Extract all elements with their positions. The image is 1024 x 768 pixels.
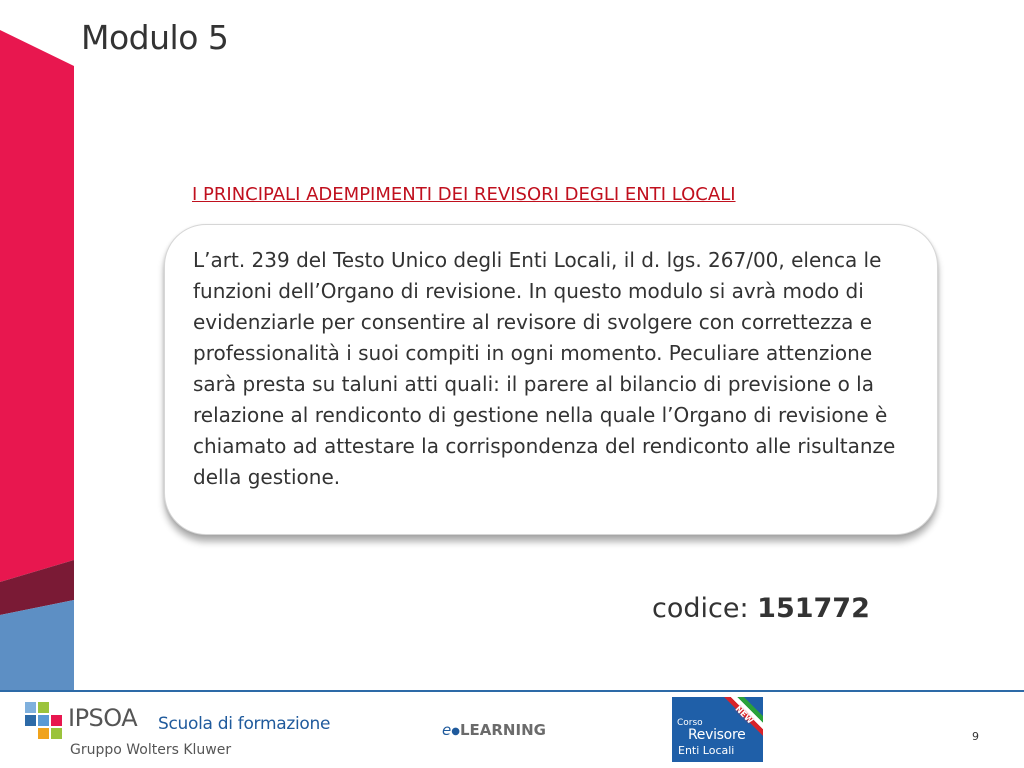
description-card xyxy=(164,224,938,535)
course-badge xyxy=(672,697,763,762)
new-ribbon: NEW xyxy=(721,697,763,738)
course-code-value: 151772 xyxy=(757,593,870,624)
footer xyxy=(0,692,1024,768)
side-decoration xyxy=(0,0,74,690)
page-number: 9 xyxy=(972,730,979,743)
wolters-kluwer-logo-icon xyxy=(25,702,62,739)
brand-name: IPSOA xyxy=(68,704,138,732)
description-text: L’art. 239 del Testo Unico degli Enti Locali, il d. lgs. 267/00, elenca le funzioni dell’Organo di revisione. In questo modulo si avrà modo di evidenziarle per consentire al revisore di svolgere con correttezza e professionalità i suoi compiti in ogni momento. Peculiare attenzione sarà presta su taluni atti quali: il parere al bilancio di previsione o la relazione al rendiconto di gestione nella quale l’Organo di revisione è chiamato ad attestare la corrispondenza del rendiconto alle risultanze della gestione. xyxy=(193,248,896,489)
brand-subtitle: Scuola di formazione xyxy=(158,714,331,734)
badge-line-1: Corso xyxy=(677,718,703,728)
course-code-label: codice: xyxy=(652,593,749,624)
brand-group: Gruppo Wolters Kluwer xyxy=(70,742,232,758)
elearning-logo: e●LEARNING xyxy=(442,721,546,739)
section-heading: I PRINCIPALI ADEMPIMENTI DEI REVISORI DEGLI ENTI LOCALI xyxy=(192,184,736,205)
module-title: Modulo 5 xyxy=(81,18,229,57)
badge-line-3: Enti Locali xyxy=(678,744,735,757)
badge-line-2: Revisore xyxy=(688,727,746,743)
course-code xyxy=(652,593,870,624)
